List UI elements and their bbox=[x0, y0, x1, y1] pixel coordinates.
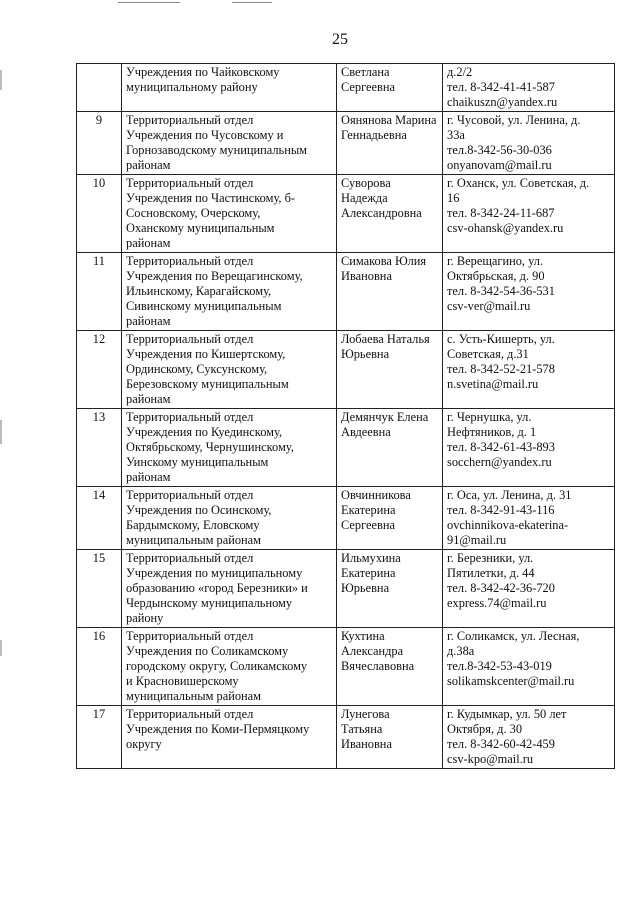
department-line: муниципальному району bbox=[126, 80, 258, 94]
person-line: Александровна bbox=[341, 206, 422, 220]
department-cell bbox=[122, 331, 337, 409]
contact-line: тел. 8-342-42-36-720 bbox=[447, 581, 555, 595]
table-row bbox=[77, 175, 615, 253]
contact-line: 91@mail.ru bbox=[447, 533, 507, 547]
department-cell bbox=[122, 253, 337, 331]
contact-line: д.2/2 bbox=[447, 65, 473, 79]
department-line: Уинскому муниципальным bbox=[126, 455, 269, 469]
department-line: Ординскому, Суксунскому, bbox=[126, 362, 268, 376]
department-cell bbox=[122, 64, 337, 112]
scan-mark-top-left bbox=[118, 2, 180, 3]
contact-line: solikamskcenter@mail.ru bbox=[447, 674, 575, 688]
person-line: Суворова bbox=[341, 176, 391, 190]
contact-line: csv-kpo@mail.ru bbox=[447, 752, 534, 766]
person-line: Юрьевна bbox=[341, 581, 390, 595]
table-row bbox=[77, 628, 615, 706]
department-line: районам bbox=[126, 158, 171, 172]
scan-mark-left-2 bbox=[0, 420, 2, 444]
department-line: Горнозаводскому муниципальным bbox=[126, 143, 308, 157]
department-line: Учреждения по Коми-Пермяцкому bbox=[126, 722, 310, 736]
scan-mark-left-1 bbox=[0, 70, 2, 90]
contact-line: n.svetina@mail.ru bbox=[447, 377, 539, 391]
department-line: Учреждения по Осинскому, bbox=[126, 503, 272, 517]
department-line: Березовскому муниципальным bbox=[126, 377, 289, 391]
contact-line: Пятилетки, д. 44 bbox=[447, 566, 535, 580]
department-line: Территориальный отдел bbox=[126, 113, 254, 127]
person-line: Сергеевна bbox=[341, 80, 396, 94]
person-line: Светлана bbox=[341, 65, 390, 79]
person-line: Геннадьевна bbox=[341, 128, 407, 142]
contact-line: тел. 8-342-54-36-531 bbox=[447, 284, 555, 298]
person-line: Кухтина bbox=[341, 629, 385, 643]
person-line: Лобаева Наталья bbox=[341, 332, 430, 346]
person-line: Екатерина bbox=[341, 566, 396, 580]
row-number: 9 bbox=[77, 112, 122, 175]
contact-cell bbox=[443, 706, 615, 769]
department-line: районам bbox=[126, 392, 171, 406]
contact-line: 33а bbox=[447, 128, 465, 142]
person-line: Лунегова bbox=[341, 707, 390, 721]
table-row bbox=[77, 64, 615, 112]
contact-line: тел. 8-342-41-41-587 bbox=[447, 80, 555, 94]
department-cell bbox=[122, 706, 337, 769]
department-line: Территориальный отдел bbox=[126, 551, 254, 565]
row-number: 17 bbox=[77, 706, 122, 769]
department-line: Учреждения по Чайковскому bbox=[126, 65, 280, 79]
department-cell bbox=[122, 175, 337, 253]
table-row bbox=[77, 550, 615, 628]
person-cell bbox=[337, 175, 443, 253]
contact-line: Октября, д. 30 bbox=[447, 722, 523, 736]
department-line: районам bbox=[126, 314, 171, 328]
row-number: 16 bbox=[77, 628, 122, 706]
contact-line: тел. 8-342-52-21-578 bbox=[447, 362, 555, 376]
contact-line: express.74@mail.ru bbox=[447, 596, 547, 610]
contact-line: Октябрьская, д. 90 bbox=[447, 269, 545, 283]
person-line: Екатерина bbox=[341, 503, 396, 517]
person-cell bbox=[337, 64, 443, 112]
department-line: Учреждения по Частинскому, б- bbox=[126, 191, 296, 205]
table-row bbox=[77, 253, 615, 331]
row-number: 13 bbox=[77, 409, 122, 487]
person-cell bbox=[337, 253, 443, 331]
department-line: Сосновскому, Очерскому, bbox=[126, 206, 261, 220]
row-number: 15 bbox=[77, 550, 122, 628]
department-cell bbox=[122, 487, 337, 550]
department-line: Чердынскому муниципальному bbox=[126, 596, 293, 610]
contacts-table bbox=[76, 63, 615, 769]
scan-mark-left-3 bbox=[0, 640, 2, 656]
person-line: Ильмухина bbox=[341, 551, 401, 565]
contact-line: г. Соликамск, ул. Лесная, bbox=[447, 629, 580, 643]
person-line: Юрьевна bbox=[341, 347, 390, 361]
table-row bbox=[77, 409, 615, 487]
person-line: Надежда bbox=[341, 191, 388, 205]
department-line: Территориальный отдел bbox=[126, 707, 254, 721]
contact-line: onyanovam@mail.ru bbox=[447, 158, 552, 172]
department-line: Сивинскому муниципальным bbox=[126, 299, 282, 313]
person-line: Симакова Юлия bbox=[341, 254, 427, 268]
department-line: округу bbox=[126, 737, 162, 751]
contacts-table-body bbox=[77, 64, 615, 769]
contact-line: с. Усть-Кишерть, ул. bbox=[447, 332, 555, 346]
department-line: Учреждения по Соликамскому bbox=[126, 644, 289, 658]
contact-cell bbox=[443, 409, 615, 487]
page-number: 25 bbox=[332, 31, 348, 48]
contact-line: тел. 8-342-61-43-893 bbox=[447, 440, 555, 454]
contact-line: тел. 8-342-24-11-687 bbox=[447, 206, 555, 220]
department-line: районам bbox=[126, 236, 171, 250]
department-line: муниципальным районам bbox=[126, 533, 262, 547]
contact-line: г. Оса, ул. Ленина, д. 31 bbox=[447, 488, 572, 502]
department-line: району bbox=[126, 611, 164, 625]
department-line: районам bbox=[126, 470, 171, 484]
department-line: Территориальный отдел bbox=[126, 332, 254, 346]
department-line: и Красновишерскому bbox=[126, 674, 239, 688]
person-line: Татьяна bbox=[341, 722, 383, 736]
contact-cell bbox=[443, 487, 615, 550]
person-line: Ивановна bbox=[341, 737, 392, 751]
row-number: 10 bbox=[77, 175, 122, 253]
department-cell bbox=[122, 112, 337, 175]
department-line: Территориальный отдел bbox=[126, 410, 254, 424]
person-cell bbox=[337, 331, 443, 409]
contact-line: chaikuszn@yandex.ru bbox=[447, 95, 558, 109]
department-cell bbox=[122, 409, 337, 487]
contact-line: csv-ohansk@yandex.ru bbox=[447, 221, 564, 235]
department-line: образованию «город Березники» и bbox=[126, 581, 308, 595]
department-line: Октябрьскому, Чернушинскому, bbox=[126, 440, 294, 454]
department-line: муниципальным районам bbox=[126, 689, 262, 703]
contact-line: г. Оханск, ул. Советская, д. bbox=[447, 176, 590, 190]
contact-cell bbox=[443, 628, 615, 706]
department-line: Учреждения по Кишертскому, bbox=[126, 347, 286, 361]
department-line: Территориальный отдел bbox=[126, 488, 254, 502]
contact-line: csv-ver@mail.ru bbox=[447, 299, 531, 313]
contact-line: тел. 8-342-91-43-116 bbox=[447, 503, 555, 517]
contact-line: г. Березники, ул. bbox=[447, 551, 534, 565]
department-line: Территориальный отдел bbox=[126, 629, 254, 643]
contact-line: Советская, д.31 bbox=[447, 347, 529, 361]
contact-line: socchern@yandex.ru bbox=[447, 455, 552, 469]
department-line: Ильинскому, Карагайскому, bbox=[126, 284, 272, 298]
row-number: 14 bbox=[77, 487, 122, 550]
department-cell bbox=[122, 550, 337, 628]
department-line: Оханскому муниципальным bbox=[126, 221, 275, 235]
person-line: Авдеевна bbox=[341, 425, 391, 439]
contact-cell bbox=[443, 112, 615, 175]
person-cell bbox=[337, 628, 443, 706]
contact-cell bbox=[443, 64, 615, 112]
department-line: Территориальный отдел bbox=[126, 176, 254, 190]
row-number: 11 bbox=[77, 253, 122, 331]
person-line: Оянянова Марина bbox=[341, 113, 437, 127]
department-line: Бардымскому, Еловскому bbox=[126, 518, 260, 532]
table-row bbox=[77, 706, 615, 769]
contact-cell bbox=[443, 331, 615, 409]
table-row bbox=[77, 331, 615, 409]
department-line: городскому округу, Соликамскому bbox=[126, 659, 308, 673]
person-line: Ивановна bbox=[341, 269, 392, 283]
department-line: Учреждения по Куединскому, bbox=[126, 425, 283, 439]
department-cell bbox=[122, 628, 337, 706]
table-row bbox=[77, 487, 615, 550]
person-cell bbox=[337, 550, 443, 628]
contact-cell bbox=[443, 175, 615, 253]
department-line: Территориальный отдел bbox=[126, 254, 254, 268]
person-line: Вячеславовна bbox=[341, 659, 415, 673]
contact-line: г. Чернушка, ул. bbox=[447, 410, 532, 424]
contact-line: г. Кудымкар, ул. 50 лет bbox=[447, 707, 567, 721]
contact-cell bbox=[443, 550, 615, 628]
person-cell bbox=[337, 706, 443, 769]
person-line: Сергеевна bbox=[341, 518, 396, 532]
contact-line: тел. 8-342-60-42-459 bbox=[447, 737, 555, 751]
contact-line: Нефтяников, д. 1 bbox=[447, 425, 537, 439]
table-row bbox=[77, 112, 615, 175]
person-line: Александра bbox=[341, 644, 404, 658]
contact-line: тел.8-342-53-43-019 bbox=[447, 659, 552, 673]
row-number bbox=[77, 64, 122, 112]
person-cell bbox=[337, 487, 443, 550]
row-number: 12 bbox=[77, 331, 122, 409]
department-line: Учреждения по муниципальному bbox=[126, 566, 303, 580]
contact-line: д.38а bbox=[447, 644, 475, 658]
contact-line: г. Верещагино, ул. bbox=[447, 254, 544, 268]
contact-line: 16 bbox=[447, 191, 460, 205]
person-line: Демянчук Елена bbox=[341, 410, 429, 424]
department-line: Учреждения по Верещагинскому, bbox=[126, 269, 303, 283]
department-line: Учреждения по Чусовскому и bbox=[126, 128, 284, 142]
person-cell bbox=[337, 409, 443, 487]
contact-line: г. Чусовой, ул. Ленина, д. bbox=[447, 113, 581, 127]
scan-mark-top-mid bbox=[232, 2, 272, 3]
person-cell bbox=[337, 112, 443, 175]
contact-line: ovchinnikova-ekaterina- bbox=[447, 518, 569, 532]
person-line: Овчинникова bbox=[341, 488, 411, 502]
contact-cell bbox=[443, 253, 615, 331]
contact-line: тел.8-342-56-30-036 bbox=[447, 143, 552, 157]
